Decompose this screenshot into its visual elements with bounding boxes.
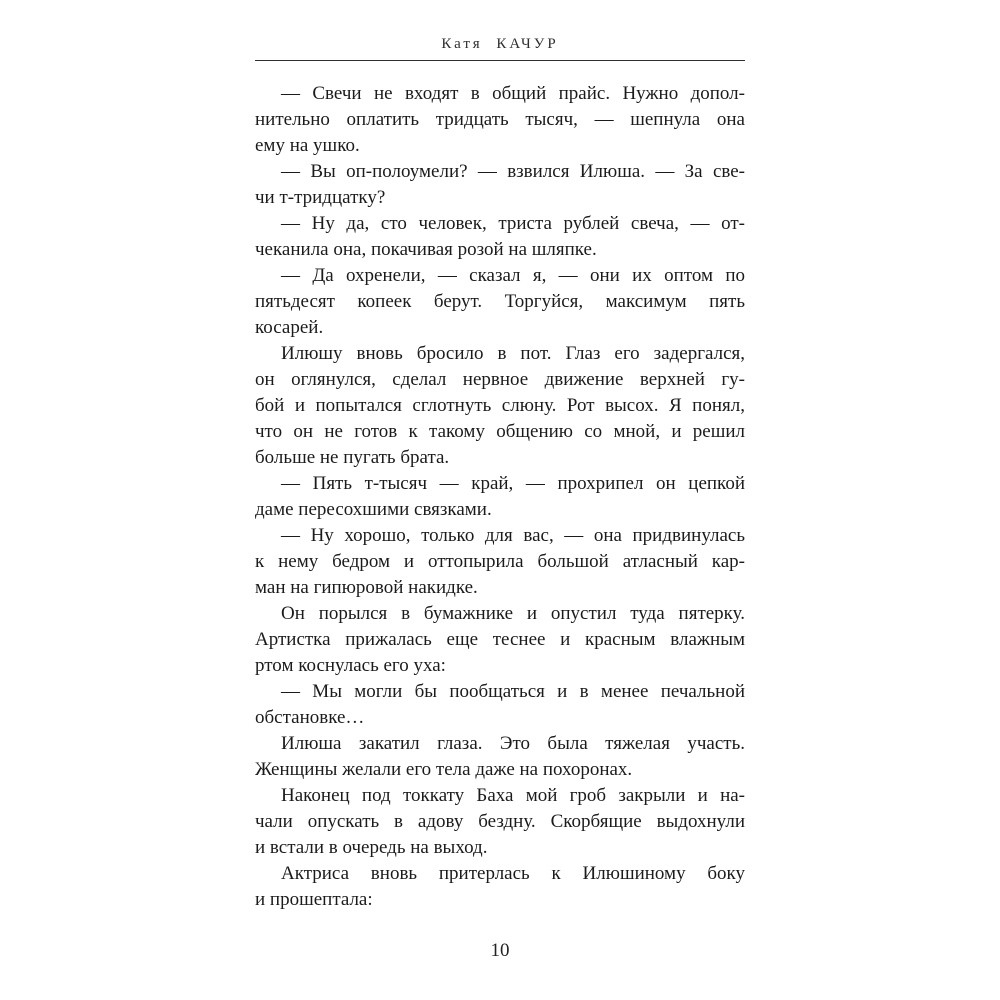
text-line: что он не готов к такому общению со мной, и решил xyxy=(255,421,745,442)
text-line: Илюша закатил глаза. Это была тяжелая участь. xyxy=(281,733,745,754)
text-line: чали опускать в адову бездну. Скорбящие выдохнули xyxy=(255,811,745,832)
text-line: — Свечи не входят в общий прайс. Нужно допол- xyxy=(281,83,745,104)
text-line: к нему бедром и оттопырила большой атласный кар- xyxy=(255,551,745,572)
text-line: Женщины желали его тела даже на похоронах. xyxy=(255,759,633,780)
text-line: бой и попытался сглотнуть слюну. Рот высох. Я понял, xyxy=(255,395,745,416)
paragraph xyxy=(255,679,745,731)
text-line: ртом коснулась его уха: xyxy=(255,655,446,676)
text-line: и встали в очередь на выход. xyxy=(255,837,488,858)
text-line: ман на гипюровой накидке. xyxy=(255,577,478,598)
paragraph xyxy=(255,783,745,861)
paragraph xyxy=(255,601,745,679)
text-line: Наконец под токкату Баха мой гроб закрыли и на- xyxy=(281,785,745,806)
paragraph xyxy=(255,81,745,159)
text-line: — Ну да, сто человек, триста рублей свеча, — от- xyxy=(281,213,745,234)
text-line: обстановке… xyxy=(255,707,365,728)
text-line: — Мы могли бы пообщаться и в менее печальной xyxy=(281,681,745,702)
paragraph xyxy=(255,731,745,783)
paragraph xyxy=(255,341,745,471)
text-line: Илюшу вновь бросило в пот. Глаз его задергался, xyxy=(281,343,745,364)
paragraph xyxy=(255,211,745,263)
running-header: Катя КАЧУР xyxy=(441,36,559,52)
text-line: — Да охренели, — сказал я, — они их оптом по xyxy=(281,265,745,286)
text-line: больше не пугать брата. xyxy=(255,447,450,468)
text-line: Он порылся в бумажнике и опустил туда пятерку. xyxy=(281,603,745,624)
text-line: косарей. xyxy=(255,317,324,338)
text-line: пятьдесят копеек берут. Торгуйся, максимум пять xyxy=(255,291,745,312)
paragraph xyxy=(255,159,745,211)
text-line: Артистка прижалась еще теснее и красным влажным xyxy=(255,629,745,650)
text-line: чи т-тридцатку? xyxy=(255,187,386,208)
paragraph xyxy=(255,263,745,341)
page-number: 10 xyxy=(490,940,510,961)
text-line: — Пять т-тысяч — край, — прохрипел он цепкой xyxy=(281,473,745,494)
header-rule xyxy=(255,60,745,61)
paragraph xyxy=(255,523,745,601)
text-line: нительно оплатить тридцать тысяч, — шепнула она xyxy=(255,109,745,130)
paragraph xyxy=(255,471,745,523)
text-line: — Ну хорошо, только для вас, — она придвинулась xyxy=(281,525,745,546)
paragraph xyxy=(255,861,745,913)
text-line: чеканила она, покачивая розой на шляпке. xyxy=(255,239,597,260)
text-line: он оглянулся, сделал нервное движение верхней гу- xyxy=(255,369,745,390)
text-line: даме пересохшими связками. xyxy=(255,499,492,520)
text-line: ему на ушко. xyxy=(255,135,360,156)
text-line: — Вы оп-полоумели? — взвился Илюша. — За све- xyxy=(281,161,745,182)
page-text xyxy=(255,81,745,913)
text-line: Актриса вновь притерлась к Илюшиному боку xyxy=(281,863,745,884)
text-line: и прошептала: xyxy=(255,889,373,910)
